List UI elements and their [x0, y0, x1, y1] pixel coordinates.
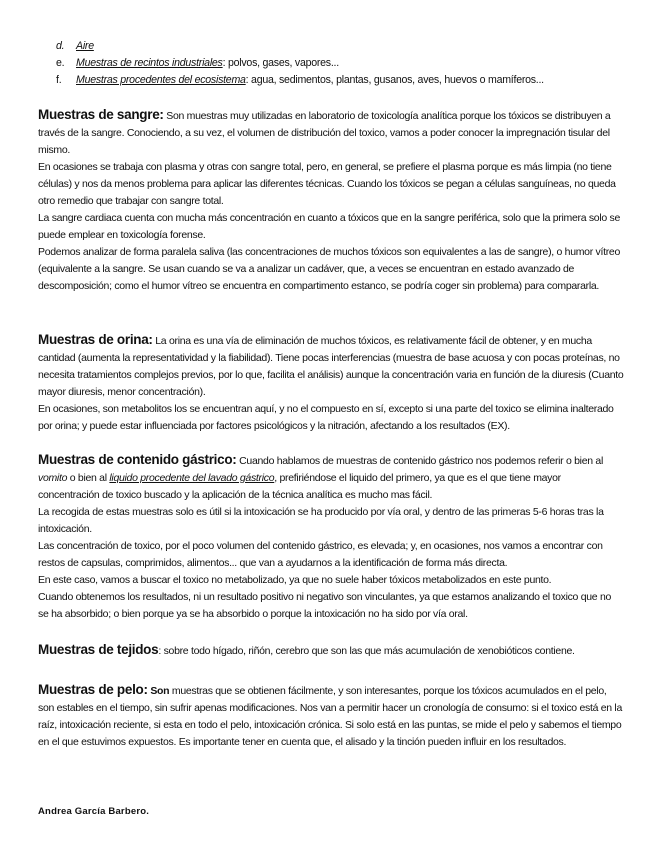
paragraph [38, 106, 624, 159]
paragraph [38, 451, 624, 504]
paragraph-text: o bien al [67, 472, 110, 484]
list-item-link[interactable]: Aire [76, 40, 94, 52]
section-urine-samples [38, 331, 624, 435]
emphasis-text: vomito [38, 472, 68, 484]
paragraph [38, 641, 624, 660]
list-item-link[interactable]: Muestras procedentes del ecosistema [76, 74, 246, 86]
list-marker: d. [56, 40, 65, 52]
paragraph-text: Cuando hablamos de muestras de contenido gástrico nos podemos referir o bien al [239, 455, 603, 467]
section-gastric-samples [38, 451, 624, 623]
paragraph-text: , prefiriéndose el liquido del primero, ya que es el que tiene mayor concentración de toxico buscado y la aplicación de la técnica analítica es mucho mas fácil. [38, 472, 561, 501]
paragraph-text: : sobre todo hígado, riñón, cerebro que son las que más acumulación de xenobióticos contiene. [158, 645, 575, 657]
paragraph: En ocasiones, son metabolitos los se encuentran aquí, y no el compuesto en sí, excepto si una parte del toxico se elimina inalterado por orina; y puede estar influenciada por factores psicológicos y la nitración, afectando a los resultados (EX). [38, 403, 614, 432]
list-item [56, 38, 636, 55]
paragraph [38, 681, 624, 751]
paragraph-text: La orina es una vía de eliminación de muchos tóxicos, es relativamente fácil de obtener, y en mucha cantidad (aumenta la representatividad y la fiabilidad). Tiene pocas interferencias (muestra de base acuosa y con pocas proteínas, no necesita tratamientos complejos previos, por lo que, facilita el análisis) aunque la concentración varia en función de la diuresis (Cuanto mayor diuresis, menor concentración). [38, 335, 624, 398]
paragraph-text: Son muestras muy utilizadas en laboratorio de toxicología analítica porque los tóxicos se distribuyen a través de la sangre. Conociendo, a su vez, el volumen de distribución del toxico, vamos a poder conocer la impregnación tisular del mismo. [38, 110, 611, 156]
section-heading: Muestras de tejidos [38, 642, 159, 657]
list-marker: e. [56, 57, 65, 69]
paragraph-text: muestras que se obtienen fácilmente, y son interesantes, porque los tóxicos acumulados en el pelo, son estables en el tiempo, sin sufrir apenas modificaciones. Nos van a permitir hacer un cronología de consumo: si el toxico está en la raíz, intoxicación reciente, si esta en todo el pelo, intoxicación crónica. Si solo está en las puntas, se mide el pelo y sabemos el tiempo en el que estuvimos expuestos. Es importante tener en cuenta que, el alisado y la tinción pueden influir en los resultados. [38, 685, 622, 748]
section-heading: Muestras de sangre: [38, 107, 164, 122]
paragraph [38, 331, 624, 401]
paragraph: La sangre cardiaca cuenta con mucha más concentración en cuanto a tóxicos que en la sangre periférica, solo que la primera solo se puede emplear en toxicología forense. [38, 212, 621, 241]
paragraph: En ocasiones se trabaja con plasma y otras con sangre total, pero, en general, se prefiere el plasma porque es más limpia (no tiene células) y nos da menos problema para aplicar las diferentes técnicas. Cuando los tóxicos se pegan a células sanguíneas, no queda otro remedio que trabajar con sangre total. [38, 161, 616, 207]
sample-type-list [56, 38, 636, 89]
section-hair-samples [38, 681, 624, 751]
list-item-text: : agua, sedimentos, plantas, gusanos, aves, huevos o mamíferos... [245, 74, 544, 86]
footer-author: Andrea García Barbero. [38, 806, 150, 817]
paragraph: Podemos analizar de forma paralela saliva (las concentraciones de muchos tóxicos son equivalentes a las de sangre), o humor vítreo (equivalente a la sangre. Se usan cuando se va a analizar un cadáver, que, a veces se encuentran en estado avanzado de descomposición; como el humor vítreo se encuentra en compartimento estanco, se podría coger sin problema) para compararla. [38, 246, 620, 292]
paragraph: La recogida de estas muestras solo es útil si la intoxicación se ha producido por vía oral, y dentro de las primeras 5-6 horas tras la intoxicación. [38, 506, 604, 535]
list-item-link[interactable]: Muestras de recintos industriales [76, 57, 223, 69]
bold-lead: Son [150, 685, 170, 697]
paragraph: Cuando obtenemos los resultados, ni un resultado positivo ni negativo son vinculantes, ya que estamos analizando el toxico que no se ha absorbido; o bien porque ya se ha absorbido o porque la intoxicación no ha sido por vía oral. [38, 591, 612, 620]
section-tissue-samples [38, 641, 624, 660]
section-heading: Muestras de orina: [38, 332, 153, 347]
emphasis-text: liquido procedente del lavado gástrico [109, 472, 275, 484]
list-marker: f. [56, 74, 62, 86]
list-item [56, 72, 636, 89]
section-heading: Muestras de contenido gástrico: [38, 452, 237, 467]
paragraph: Las concentración de toxico, por el poco volumen del contenido gástrico, es elevada; y, en ocasiones, nos vamos a encontrar con restos de capsulas, comprimidos, alimentos... que van a ayudarnos a la identificación de forma más directa. [38, 540, 603, 569]
section-heading: Muestras de pelo: [38, 682, 148, 697]
list-item [56, 55, 636, 72]
list-item-text: : polvos, gases, vapores... [222, 57, 339, 69]
section-blood-samples [38, 106, 624, 295]
paragraph: En este caso, vamos a buscar el toxico no metabolizado, ya que no suele haber tóxicos metabolizados en este punto. [38, 574, 552, 586]
